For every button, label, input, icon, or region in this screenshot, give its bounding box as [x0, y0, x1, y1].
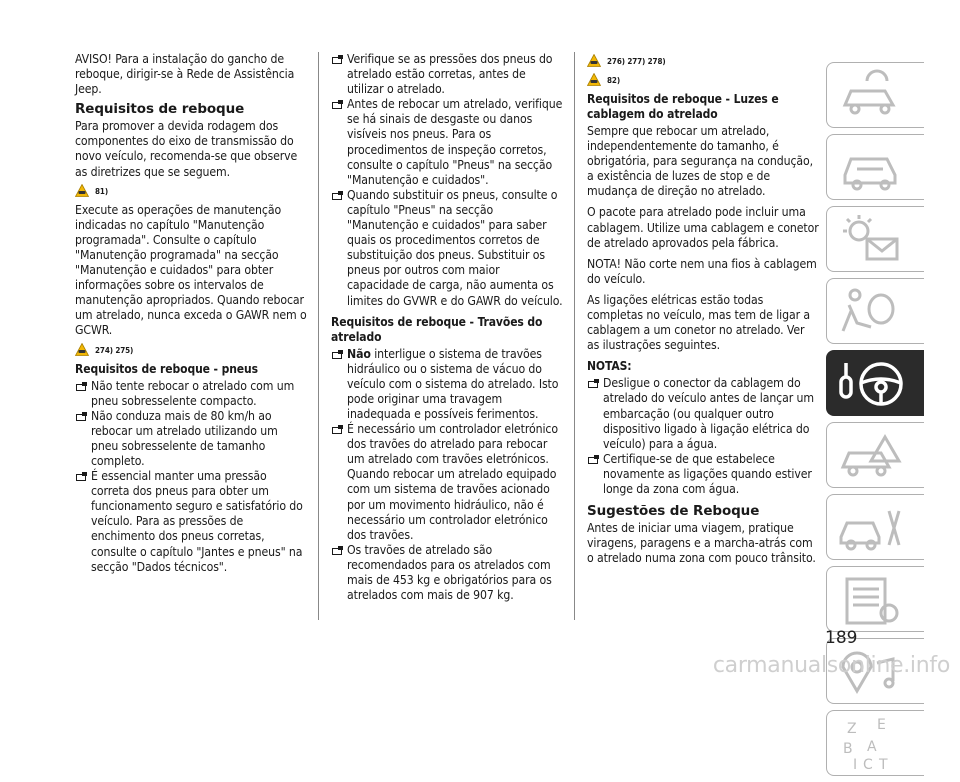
list-item [331, 52, 563, 97]
dashboard-car-icon [837, 67, 907, 125]
list-item-text: É necessário um controlador eletrónico dos travões do atrelado para rebocar um atrelado com travões eletrónicos. Quando rebocar um atrelado equipado com um sistema de travões acionado por um movimento hidráulico, não é necessário um controlador eletrónico dos travões. [347, 422, 558, 542]
tab-technical-data[interactable] [826, 566, 924, 632]
lights-mail-icon [837, 211, 907, 269]
specs-icon [837, 571, 907, 629]
list-item [75, 469, 307, 575]
svg-text:Z: Z [847, 721, 857, 737]
list-item-text: Não tente rebocar o atrelado com um pneu sobresselente compacto. [91, 378, 295, 408]
note-paragraph: NOTA! Não corte nem una fios à cablagem do veículo. [587, 256, 817, 286]
bullet-marker-icon [332, 350, 343, 359]
svg-text:C: C [863, 757, 873, 773]
warning-icon [75, 184, 89, 197]
bullet-marker-icon [332, 546, 343, 555]
intro-notice: AVISO! Para a instalação do gancho de reboque, dirigir-se à Rede de Assistência Jeep. [75, 52, 295, 97]
bullet-marker-icon [76, 382, 87, 391]
bullet-marker-icon [332, 425, 343, 434]
list-item [587, 376, 819, 451]
paragraph: Para promover a devida rodagem dos componentes do eixo de transmissão do novo veículo, recomenda-se que observe as diretrizes que se seguem. [75, 119, 298, 179]
heading-towing-tips: Sugestões de Reboque [587, 503, 760, 520]
list-item-text: Certifique-se de que estabelece novamente as ligações quando estiver longe da zona com água. [603, 451, 812, 496]
list-item [331, 543, 563, 603]
svg-text:B: B [843, 741, 853, 757]
paragraph: Execute as operações de manutenção indicadas no capítulo "Manutenção programada". Consulte o capítulo "Manutenção programada" na secção "Manutenção e cuidados" para obter informações sobre os intervalos de manutenção apropriados. Quando rebocar um atrelado, nunca exceda o GAWR nem o GCWR. [75, 202, 307, 338]
warning-ref-number: 82) [607, 76, 621, 85]
list-item-text: Não conduza mais de 80 km/h ao rebocar um atrelado utilizando um pneu sobresselente de tamanho completo. [91, 408, 278, 468]
text-column-2 [331, 52, 563, 603]
list-item [331, 188, 563, 309]
bullet-marker-icon [76, 412, 87, 421]
svg-text:E: E [877, 717, 886, 733]
list-item-text: É essencial manter uma pressão correta dos pneus para obter um funcionamento seguro e satisfatório do veículo. Para as pressões de enchimento dos pneus corretas, consulte o capítulo "Jantes e pneus" na secção "Dados técnicos". [91, 469, 303, 574]
svg-text:A: A [867, 739, 877, 755]
warning-reference [587, 54, 819, 67]
alphabet-index-icon [837, 715, 907, 773]
heading-trailer-brakes: Requisitos de reboque - Travões do atrelado [331, 314, 543, 344]
list-item [587, 452, 819, 497]
list-item [75, 409, 307, 469]
heading-tyres: Requisitos de reboque - pneus [75, 361, 258, 376]
text-column-1 [75, 52, 307, 575]
warning-icon [587, 73, 601, 86]
svg-text:I: I [853, 757, 858, 773]
bullet-marker-icon [332, 55, 343, 64]
key-steering-wheel-icon [837, 355, 907, 413]
warning-ref-number: 276) 277) 278) [607, 57, 666, 66]
svg-text:T: T [879, 757, 888, 773]
tab-lights-messages[interactable] [826, 206, 924, 272]
list-item [75, 379, 307, 409]
paragraph: Sempre que rebocar um atrelado, independentemente do tamanho, é obrigatória, para segurança na condução, a existência de luzes de stop e de mudança de direção no atrelado. [587, 124, 813, 199]
warning-reference [75, 343, 307, 356]
tab-maintenance[interactable] [826, 494, 924, 560]
emphasis-text: Não [347, 346, 371, 361]
list-item [331, 97, 563, 188]
bullet-marker-icon [588, 455, 599, 464]
page-number: 189 [825, 628, 858, 648]
warning-icon [75, 343, 89, 356]
list-item-text [347, 347, 558, 421]
tab-dashboard[interactable] [826, 62, 924, 128]
list-item-text: Quando substituir os pneus, consulte o capítulo "Pneus" na secção "Manutenção e cuidados" para saber quais os procedimentos corretos de substituição dos pneus. Substituir os pneus por outros com maior capacidade de carga, não aumenta os limites do GVWR e do GAWR do veículo. [347, 187, 563, 308]
list-item-text-rest: interligue o sistema de travões hidráulico ou o sistema de vácuo do veículo com o sistema do atrelado. Isto pode originar uma travagem inadequada e possíveis ferimentos. [347, 346, 559, 421]
bullet-marker-icon [332, 191, 343, 200]
list-item-text: Os travões de atrelado são recomendados para os atrelados com mais de 453 kg e obrigatórios para os atrelados com mais de 907 kg. [347, 542, 552, 603]
car-info-icon [837, 139, 907, 197]
warning-reference [587, 73, 819, 86]
tab-starting-driving[interactable] [826, 350, 924, 416]
paragraph: As ligações elétricas estão todas completas no veículo, mas tem de ligar a cablagem a um conetor no atrelado. Ver as ilustrações seguintes. [587, 292, 810, 353]
list-item-text: Desligue o conector da cablagem do atrelado do veículo antes de lançar um embarcação (ou qualquer outro dispositivo ligado à ligação elétrica do veículo) para a água. [603, 376, 814, 451]
heading-lights-wiring: Requisitos de reboque - Luzes e cablagem do atrelado [587, 92, 779, 121]
list-item [331, 422, 563, 543]
tab-car-info[interactable] [826, 134, 924, 200]
car-service-icon [837, 499, 907, 557]
list-item [331, 347, 563, 422]
tab-emergency[interactable] [826, 422, 924, 488]
warning-ref-number: 81) [95, 186, 109, 196]
tab-safety[interactable] [826, 278, 924, 344]
bullet-marker-icon [588, 379, 599, 388]
heading-towing-requirements: Requisitos de reboque [75, 101, 245, 118]
bullet-marker-icon [332, 100, 343, 109]
warning-icon [587, 54, 601, 67]
text-column-3 [587, 52, 819, 566]
warning-reference [75, 184, 307, 197]
list-item-text: Verifique se as pressões dos pneus do atrelado estão corretas, antes de utilizar o atrelado. [347, 52, 553, 97]
warning-ref-number: 274) 275) [95, 345, 134, 355]
list-item-text: Antes de rebocar um atrelado, verifique se há sinais de desgaste ou danos visíveis nos pneus. Para os procedimentos de inspeção corretos, consulte o capítulo "Pneus" na secção "Manutenção e cuidados". [347, 97, 563, 187]
tab-index[interactable] [826, 710, 924, 776]
paragraph: Antes de iniciar uma viagem, pratique viragens, paragens e a marcha-atrás com o atrelado numa zona com pouco trânsito. [587, 521, 816, 566]
airbag-safety-icon [837, 283, 907, 341]
paragraph: O pacote para atrelado pode incluir uma cablagem. Utilize uma cablagem e conetor de atrelado aprovados pela fábrica. [587, 205, 819, 250]
bullet-marker-icon [76, 472, 87, 481]
column-divider [574, 52, 575, 620]
watermark: carmanualsonline.info [712, 653, 950, 678]
column-divider [318, 52, 319, 620]
heading-notes: NOTAS: [587, 359, 632, 374]
warning-car-icon [837, 427, 907, 485]
